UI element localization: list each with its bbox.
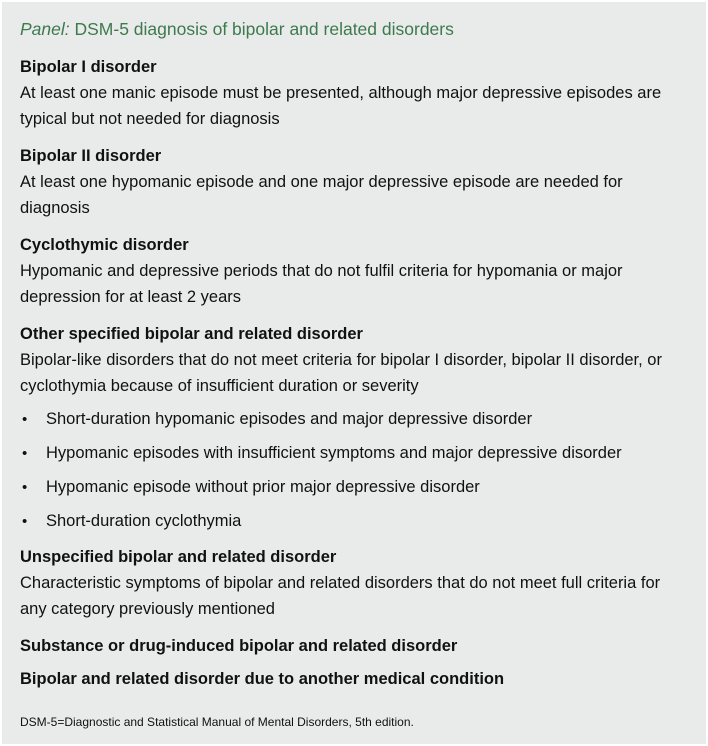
entry-heading: Substance or drug-induced bipolar and related disorder: [20, 637, 458, 655]
panel-title-prefix: Panel:: [20, 19, 70, 39]
entry-description: At least one hypomanic episode and one major depressive episode are needed for diagnosis: [20, 173, 623, 217]
panel-title-main: DSM-5 diagnosis of bipolar and related disorders: [69, 19, 454, 39]
entry-medical-condition: [20, 666, 688, 692]
bullet-text: Hypomanic episode without prior major depressive disorder: [46, 478, 480, 496]
entry-description: Characteristic symptoms of bipolar and related disorders that do not meet full criteria for any category previously mentioned: [20, 574, 661, 618]
entry-heading: Cyclothymic disorder: [20, 236, 189, 254]
entry-other-specified: [20, 321, 688, 533]
bullet-dot-icon: •: [22, 513, 28, 530]
bullet-text: Hypomanic episodes with insufficient symptoms and major depressive disorder: [46, 444, 622, 462]
entry-description: Bipolar-like disorders that do not meet criteria for bipolar I disorder, bipolar II disorder, or cyclothymia because of insufficient duration or severity: [20, 351, 662, 395]
entry-cyclothymic: [20, 232, 688, 310]
bullet-dot-icon: •: [22, 411, 28, 428]
entry-description: At least one manic episode must be presented, although major depressive episodes are typical but not needed for diagnosis: [20, 84, 662, 128]
bullet-text: Short-duration hypomanic episodes and major depressive disorder: [46, 410, 533, 428]
bullet-item: [20, 442, 688, 465]
bullet-item: [20, 476, 688, 499]
footnote: DSM-5=Diagnostic and Statistical Manual of Mental Disorders, 5th edition.: [20, 715, 414, 729]
entry-heading: Bipolar I disorder: [20, 58, 157, 76]
entry-bipolar-1: [20, 54, 688, 132]
dsm5-panel: [2, 2, 706, 744]
bullet-dot-icon: •: [22, 479, 28, 496]
bullet-text: Short-duration cyclothymia: [46, 512, 242, 530]
entry-heading: Other specified bipolar and related disorder: [20, 325, 363, 343]
entry-heading: Unspecified bipolar and related disorder: [20, 548, 337, 566]
other-specified-bullet-list: [20, 408, 688, 533]
bullet-item: [20, 408, 688, 431]
bullet-dot-icon: •: [22, 445, 28, 462]
entry-description: Hypomanic and depressive periods that do not fulfil criteria for hypomania or major depression for at least 2 years: [20, 262, 623, 306]
entry-unspecified: [20, 544, 688, 622]
entry-heading: Bipolar and related disorder due to another medical condition: [20, 670, 505, 688]
entry-heading: Bipolar II disorder: [20, 147, 162, 165]
panel-title: [20, 18, 688, 40]
entry-bipolar-2: [20, 143, 688, 221]
bullet-item: [20, 510, 688, 533]
entry-substance-induced: [20, 633, 688, 659]
